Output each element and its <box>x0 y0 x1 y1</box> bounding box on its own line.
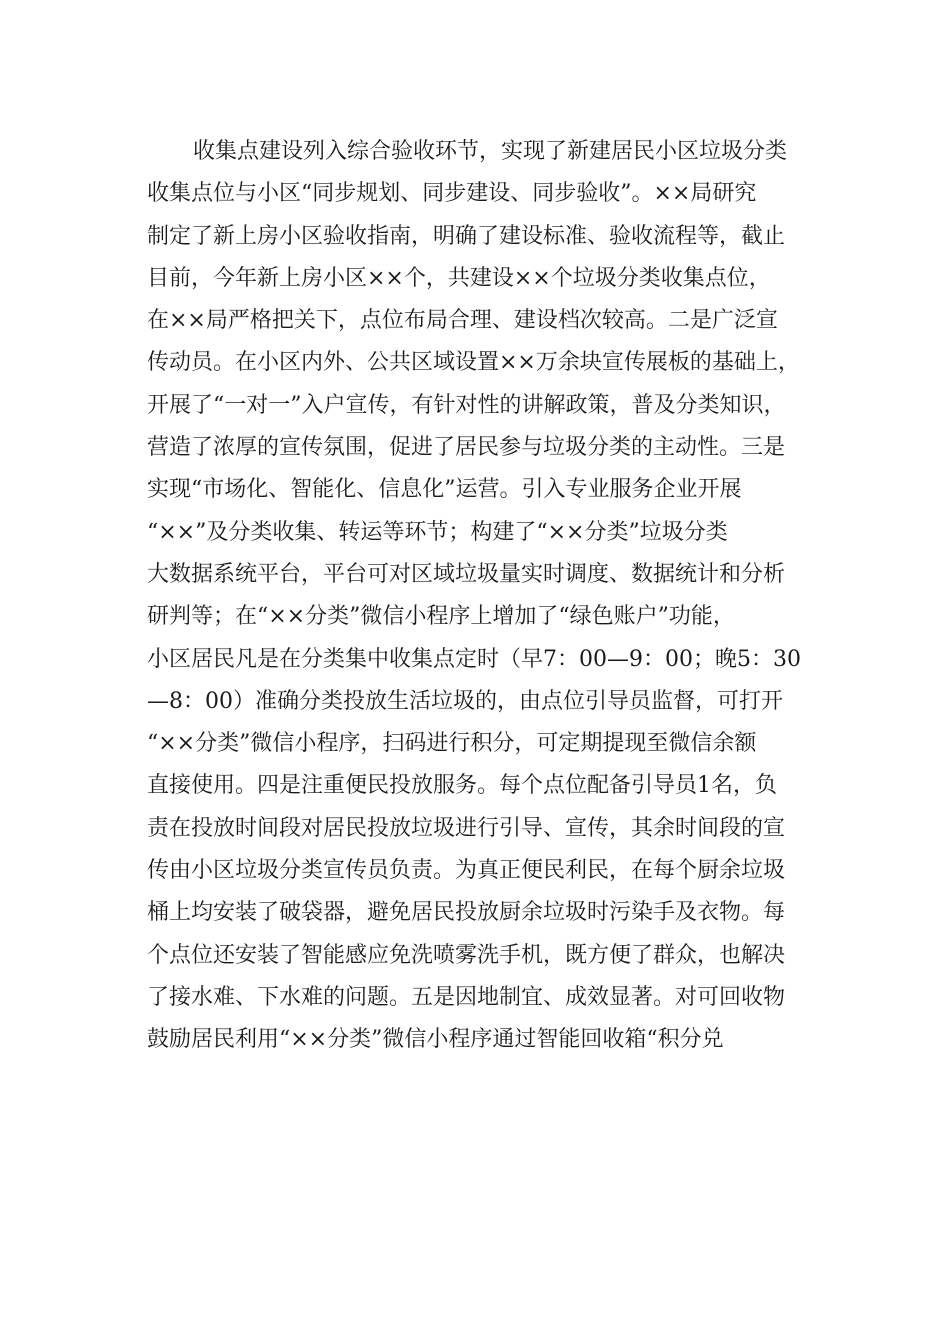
text-line: 了接水难、下水难的问题。五是因地制宜、成效显著。对可回收物 <box>147 984 786 1010</box>
text-line: 实现“市场化、智能化、信息化”运营。引入专业服务企业开展 <box>147 477 742 503</box>
text-line: 收集点位与小区“同步规划、同步建设、同步验收”。××局研究 <box>147 181 757 207</box>
text-line: 传由小区垃圾分类宣传员负责。为真正便民利民，在每个厨余垃圾 <box>147 858 786 884</box>
text-line: 收集点建设列入综合验收环节，实现了新建居民小区垃圾分类 <box>193 139 788 164</box>
text-line: 责在投放时间段对居民投放垃圾进行引导、宣传，其余时间段的宣 <box>147 815 786 841</box>
text-line: —8：00）准确分类投放生活垃圾的，由点位引导员监督，可打开 <box>147 688 783 714</box>
text-line: “××”及分类收集、转运等环节；构建了“××分类”垃圾分类 <box>147 519 728 545</box>
text-line: 传动员。在小区内外、公共区域设置××万余块宣传展板的基础上， <box>147 350 800 376</box>
text-line: 目前，今年新上房小区××个，共建设××个垃圾分类收集点位， <box>147 265 771 291</box>
text-line: 营造了浓厚的宣传氛围，促进了居民参与垃圾分类的主动性。三是 <box>147 435 786 461</box>
text-line: 直接使用。四是注重便民投放服务。每个点位配备引导员1名，负 <box>147 773 777 799</box>
text-line: 个点位还安装了智能感应免洗喷雾洗手机，既方便了群众，也解决 <box>147 942 786 968</box>
text-line: 在××局严格把关下，点位布局合理、建设档次较高。二是广泛宣 <box>147 308 778 334</box>
body-paragraph <box>147 131 807 1062</box>
text-line: “××分类”微信小程序，扫码进行积分，可定期提现至微信余额 <box>147 731 757 757</box>
text-line: 桶上均安装了破袋器，避免居民投放厨余垃圾时污染手及衣物。每 <box>147 900 786 926</box>
text-line: 研判等；在“××分类”微信小程序上增加了“绿色账户”功能， <box>147 604 735 630</box>
text-line: 鼓励居民利用“××分类”微信小程序通过智能回收箱“积分兑 <box>147 1027 724 1053</box>
text-line: 小区居民凡是在分类集中收集点定时（早7：00—9：00；晚5：30 <box>147 646 801 672</box>
text-line: 大数据系统平台，平台可对区域垃圾量实时调度、数据统计和分析 <box>147 561 786 587</box>
text-line: 制定了新上房小区验收指南，明确了建设标准、验收流程等，截止 <box>147 223 786 249</box>
text-line: 开展了“一对一”入户宣传，有针对性的讲解政策，普及分类知识， <box>147 392 786 418</box>
